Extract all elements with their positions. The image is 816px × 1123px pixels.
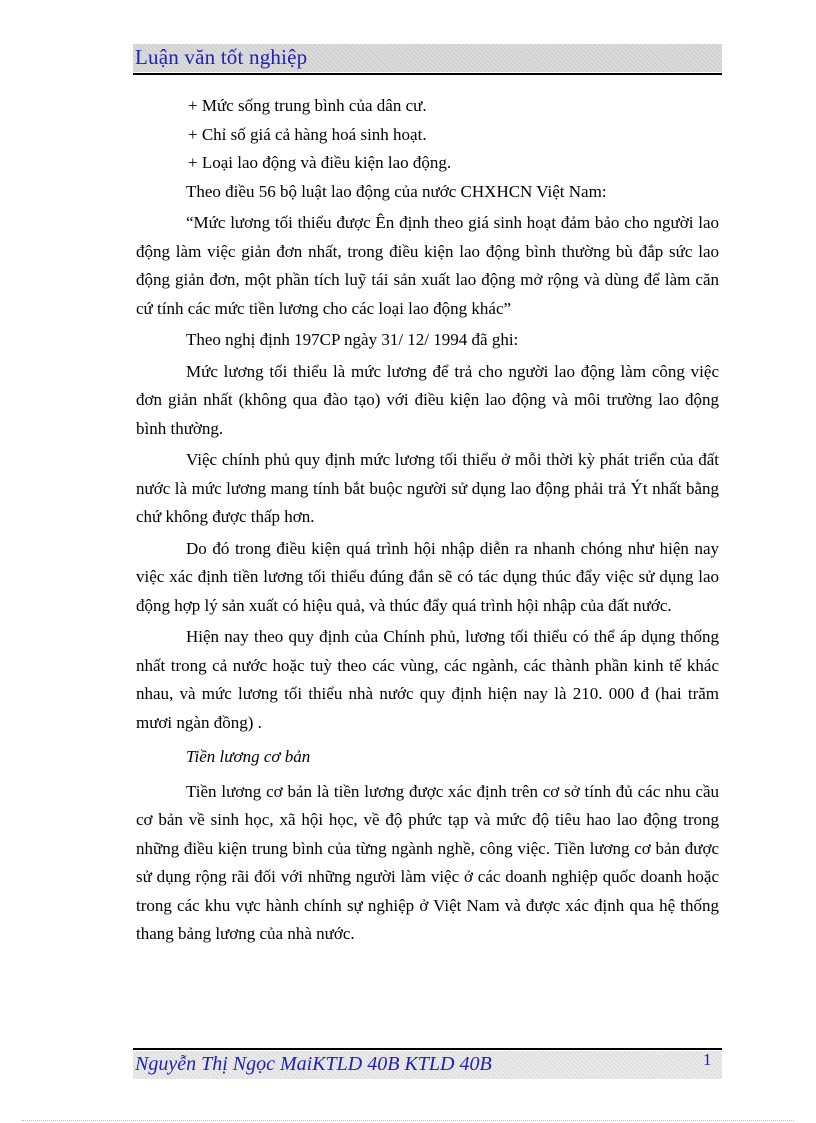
footer-author: Nguyễn Thị Ngọc MaiKTLD 40B KTLD 40B <box>135 1053 492 1075</box>
page-edge <box>22 1120 794 1121</box>
footer-divider <box>133 1048 722 1050</box>
page-header-title: Luận văn tốt nghiệp <box>135 45 308 69</box>
paragraph: Theo nghị định 197CP ngày 31/ 12/ 1994 đã ghi: <box>186 330 519 349</box>
paragraph: Hiện nay theo quy định của Chính phủ, lương tối thiểu có thể áp dụng thống nhất trong cả nước hoặc tuỳ theo các vùng, các ngành, các thành phần kinh tế khác nhau, và mức lương tối thiểu nhà nước quy định hiện nay là 210. 000 đ (hai trăm mươi ngàn đồng) . <box>136 627 719 732</box>
header-divider <box>133 73 722 75</box>
paragraph: Mức lương tối thiểu là mức lương để trả cho người lao động làm công việc đơn giản nhất (không qua đào tạo) với điều kiện lao động và môi trường lao động bình thường. <box>136 361 719 438</box>
bullet-item: + Mức sống trung bình của dân cư. <box>188 96 427 115</box>
paragraph: Tiền lương cơ bản là tiền lương được xác định trên cơ sở tính đủ các nhu cầu cơ bản về sinh học, xã hội học, về độ phức tạp và mức độ tiêu hao lao động trong những điều kiện trung bình của từng ngành nghề, công việc. Tiền lương cơ bản được sử dụng rộng rãi đối với những người làm việc ở các doanh nghiệp quốc doanh hoặc trong các khu vực hành chính sự nghiệp ở Việt Nam và được xác định qua hệ thống thang bảng lương của nhà nước. <box>136 781 719 943</box>
paragraph: Do đó trong điều kiện quá trình hội nhập diễn ra nhanh chóng như hiện nay việc xác định tiền lương tối thiểu đúng đắn sẽ có tác dụng thúc đẩy việc sử dụng lao động hợp lý sản xuất có hiệu quả, và thúc đẩy quá trình hội nhập của đất nước. <box>136 538 719 615</box>
bullet-item: + Loại lao động và điều kiện lao động. <box>188 153 452 172</box>
bullet-item: + Chỉ số giá cả hàng hoá sinh hoạt. <box>188 124 427 144</box>
paragraph: Việc chính phủ quy định mức lương tối thiểu ở mỗi thời kỳ phát triển của đất nước là mức lương mang tính bắt buộc người sử dụng lao động phải trả Ýt nhất bằng chứ không được thấp hơn. <box>136 450 719 526</box>
paragraph: “Mức lương tối thiểu được Ên định theo giá sinh hoạt đảm bảo cho người lao động làm việc giản đơn nhất, trong điều kiện lao động bình thường bù đắp sức lao động giản đơn, một phần tích luỹ tái sản xuất lao động mở rộng và dùng để làm căn cứ tính các mức tiền lương cho các loại lao động khác” <box>136 213 719 318</box>
paragraph: Theo điều 56 bộ luật lao động của nước CHXHCN Việt Nam: <box>186 181 607 201</box>
document-body <box>136 92 719 952</box>
page-number: 1 <box>703 1050 712 1069</box>
section-heading: Tiền lương cơ bản <box>186 747 311 766</box>
